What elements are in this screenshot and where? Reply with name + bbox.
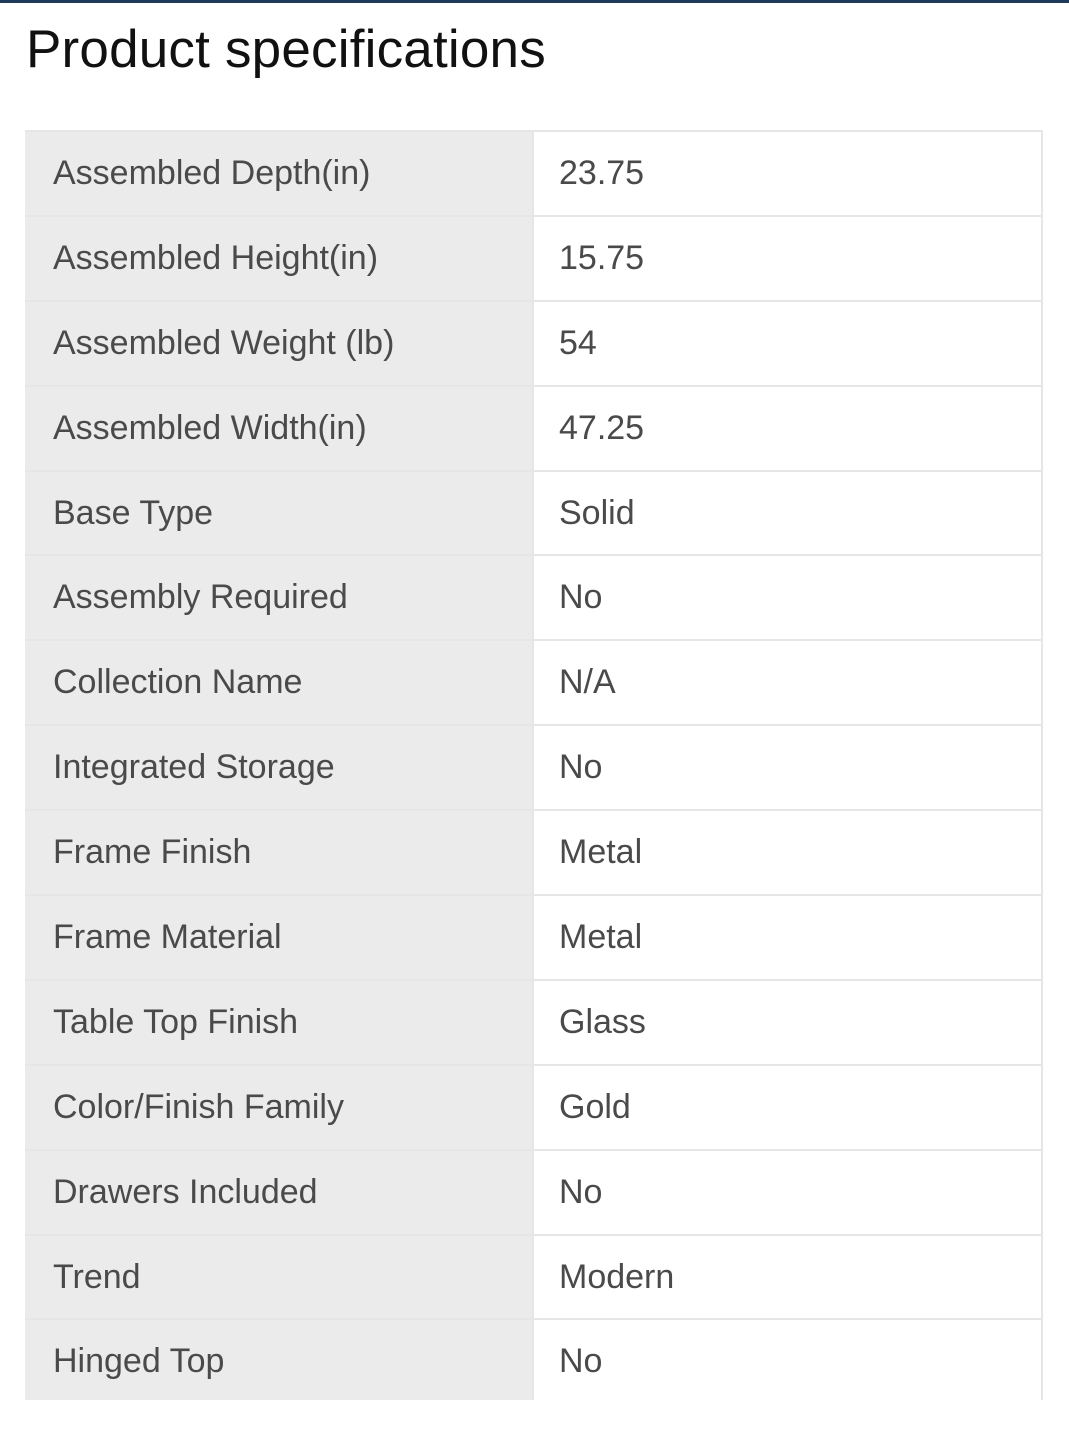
spec-label: Drawers Included [25,1151,534,1234]
table-row [25,217,1041,302]
spec-value: 15.75 [534,217,1041,300]
spec-label: Assembled Width(in) [25,387,534,470]
spec-value: 47.25 [534,387,1041,470]
table-row [25,726,1041,811]
table-row [25,1151,1041,1236]
table-row [25,981,1041,1066]
table-row [25,132,1041,217]
specifications-table [25,130,1043,1400]
spec-value: N/A [534,641,1041,724]
table-row [25,302,1041,387]
table-row [25,811,1041,896]
table-row [25,641,1041,726]
spec-label: Color/Finish Family [25,1066,534,1149]
table-row [25,1066,1041,1151]
spec-label: Assembled Weight (lb) [25,302,534,385]
table-row [25,896,1041,981]
spec-label: Base Type [25,472,534,555]
spec-label: Assembled Height(in) [25,217,534,300]
table-row [25,387,1041,472]
table-row [25,1236,1041,1321]
spec-label: Hinged Top [25,1320,534,1400]
spec-value: Glass [534,981,1041,1064]
spec-label: Frame Material [25,896,534,979]
spec-value: Metal [534,811,1041,894]
spec-value: 23.75 [534,132,1041,215]
spec-label: Frame Finish [25,811,534,894]
spec-label: Assembly Required [25,556,534,639]
spec-value: Metal [534,896,1041,979]
spec-value: Gold [534,1066,1041,1149]
table-row [25,472,1041,557]
spec-value: 54 [534,302,1041,385]
table-row [25,556,1041,641]
spec-value: Modern [534,1236,1041,1319]
table-row [25,1320,1041,1400]
spec-label: Table Top Finish [25,981,534,1064]
page-title: Product specifications [26,20,546,79]
spec-label: Collection Name [25,641,534,724]
top-divider [0,0,1069,3]
spec-value: No [534,726,1041,809]
spec-label: Trend [25,1236,534,1319]
spec-value: No [534,1151,1041,1234]
spec-value: No [534,556,1041,639]
spec-value: No [534,1320,1041,1400]
spec-label: Integrated Storage [25,726,534,809]
spec-value: Solid [534,472,1041,555]
spec-label: Assembled Depth(in) [25,132,534,215]
